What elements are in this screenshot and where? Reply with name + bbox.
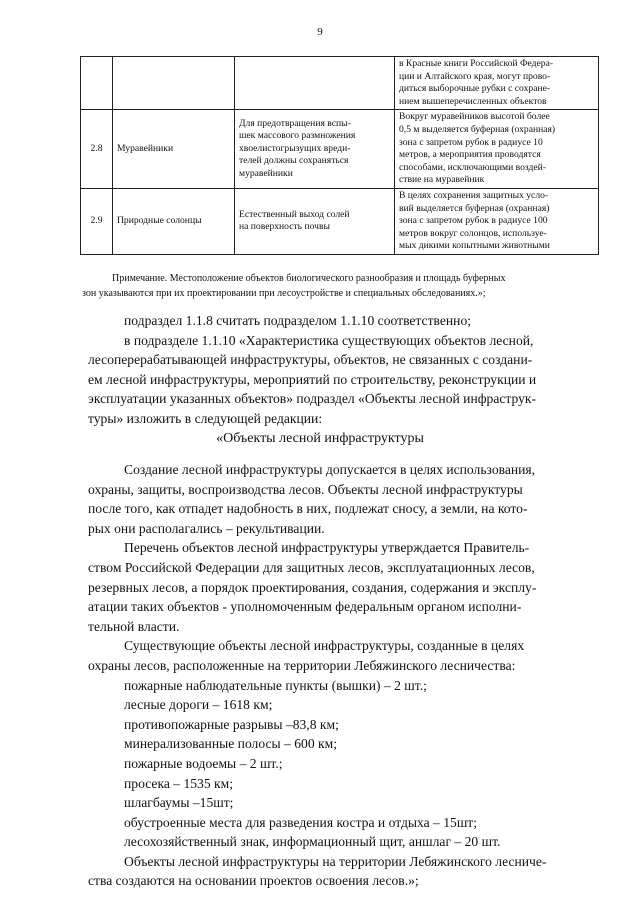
list-item: пожарные водоемы – 2 шт.; [124,755,283,771]
cell-line: зона с запретом рубок в радиусе 100 [399,215,548,227]
cell-line: ции и Алтайского края, могут прово- [399,70,551,82]
cell-line: метров вокруг солонцов, используе- [399,227,547,239]
text-line: тельной власти. [88,618,180,634]
text-line: эксплуатации указанных объектов» подраздел «Объекты лесной инфраструк- [88,391,537,407]
section-heading: «Объекты лесной инфраструктуры [216,431,424,446]
text-line: Создание лесной инфраструктуры допускается в целях использования, [124,462,536,477]
text-line: охраны лесов, расположенные на территории Лебяжинского лесничества: [88,657,516,673]
cell-line: вий выделяется буферная (охранная) [399,202,550,214]
table-footnote [82,272,598,301]
text-line: туры» изложить в следующей редакции: [88,410,323,426]
list-item: просека – 1535 км; [124,775,234,791]
cell-line: диться выборочные рубки с сохране- [399,83,551,95]
text-line: рых они располагались – рекультивации. [88,520,325,536]
cell-line: Для предотвращения вспы- [239,117,351,129]
text-line: ства создаются на основании проектов освоения лесов.»; [88,873,419,889]
text-line: Объекты лесной инфраструктуры на территории Лебяжинского лесниче- [124,853,547,869]
table-row [81,188,599,254]
footnote-line: зон указываются при их проектировании при лесоустройстве и специальных обследованиях.»; [82,287,486,299]
text-line: резервных лесов, а порядок проектирования, создания, содержания и эксплу- [88,579,537,595]
text-line: в подразделе 1.1.10 «Характеристика существующих объектов лесной, [124,332,534,348]
cell-line: способами, исключающими воздей- [399,161,546,173]
requirements-cell [395,57,599,110]
amendment-paragraph [88,311,598,429]
text-line: подраздел 1.1.8 считать подразделом 1.1.10 соответственно; [124,313,472,328]
list-item: пожарные наблюдательные пункты (вышки) – 2 шт.; [124,677,427,693]
section-body [88,460,598,891]
list-item: шлагбаумы –15шт; [124,795,234,811]
cell-line: В целях сохранения защитных усло- [399,189,549,201]
row-number-cell: 2.8 [81,110,113,189]
text-line: атации таких объектов - уполномоченным федеральным органом исполни- [88,599,522,615]
cell-line: муравейники [239,168,293,180]
cell-line: ствие на муравейник [399,174,485,186]
list-item: минерализованные полосы – 600 км; [124,736,338,752]
page-number: 9 [317,26,323,38]
cell-line: на поверхность почвы [239,221,330,233]
cell-line: шек массового размножения [239,130,356,142]
object-name-cell: Природные солонцы [113,188,235,254]
requirements-cell [395,110,599,189]
biodiversity-objects-table [80,56,599,255]
text-line: Существующие объекты лесной инфраструктуры, созданные в целях [124,638,525,654]
list-item: обустроенные места для разведения костра и отдыха – 15шт; [124,814,478,830]
text-line: после того, как отпадет надобность в них, подлежат сносу, а земли, на кото- [88,501,528,517]
list-item: лесные дороги – 1618 км; [124,697,273,713]
text-line: лесоперерабатывающей инфраструктуры, объектов, не связанных с создани- [88,352,533,368]
cell-line: нием вышеперечисленных объектов [399,95,547,107]
table-row [81,110,599,189]
object-name-cell: Муравейники [113,110,235,189]
cell-line: зона с запретом рубок в радиусе 10 [399,136,543,148]
footnote-line: Примечание. Местоположение объектов биологического разнообразия и площадь буферных [112,273,506,284]
cell-line: мых дикими копытными животными [399,240,550,252]
cell-line: метров, а мероприятия проводятся [399,149,541,161]
cell-line: хвоелистогрызущих вреди- [239,142,351,154]
text-line: ством Российской Федерации для защитных лесов, эксплуатационных лесов, [88,559,535,575]
list-item: лесохозяйственный знак, информационный щит, аншлаг – 20 шт. [124,834,501,850]
cell-line: Вокруг муравейников высотой более [399,111,550,123]
cell-line: телей должны сохраняться [239,155,349,167]
purpose-cell [235,188,395,254]
cell-line: 0,5 м выделяется буферная (охранная) [399,123,556,135]
requirements-cell [395,188,599,254]
row-number-cell [81,57,113,110]
list-item: противопожарные разрывы –83,8 км; [124,716,339,732]
text-line: Перечень объектов лесной инфраструктуры утверждается Правитель- [124,540,530,556]
object-name-cell [113,57,235,110]
infrastructure-list [88,676,598,852]
row-number-cell: 2.9 [81,188,113,254]
text-line: ем лесной инфраструктуры, мероприятий по строительству, реконструкции и [88,371,537,387]
purpose-cell [235,110,395,189]
purpose-cell [235,57,395,110]
table-row [81,57,599,110]
text-line: охраны, защиты, воспроизводства лесов. Объекты лесной инфраструктуры [88,481,523,497]
cell-line: в Красные книги Российской Федера- [399,58,554,69]
cell-line: Естественный выход солей [239,208,350,220]
